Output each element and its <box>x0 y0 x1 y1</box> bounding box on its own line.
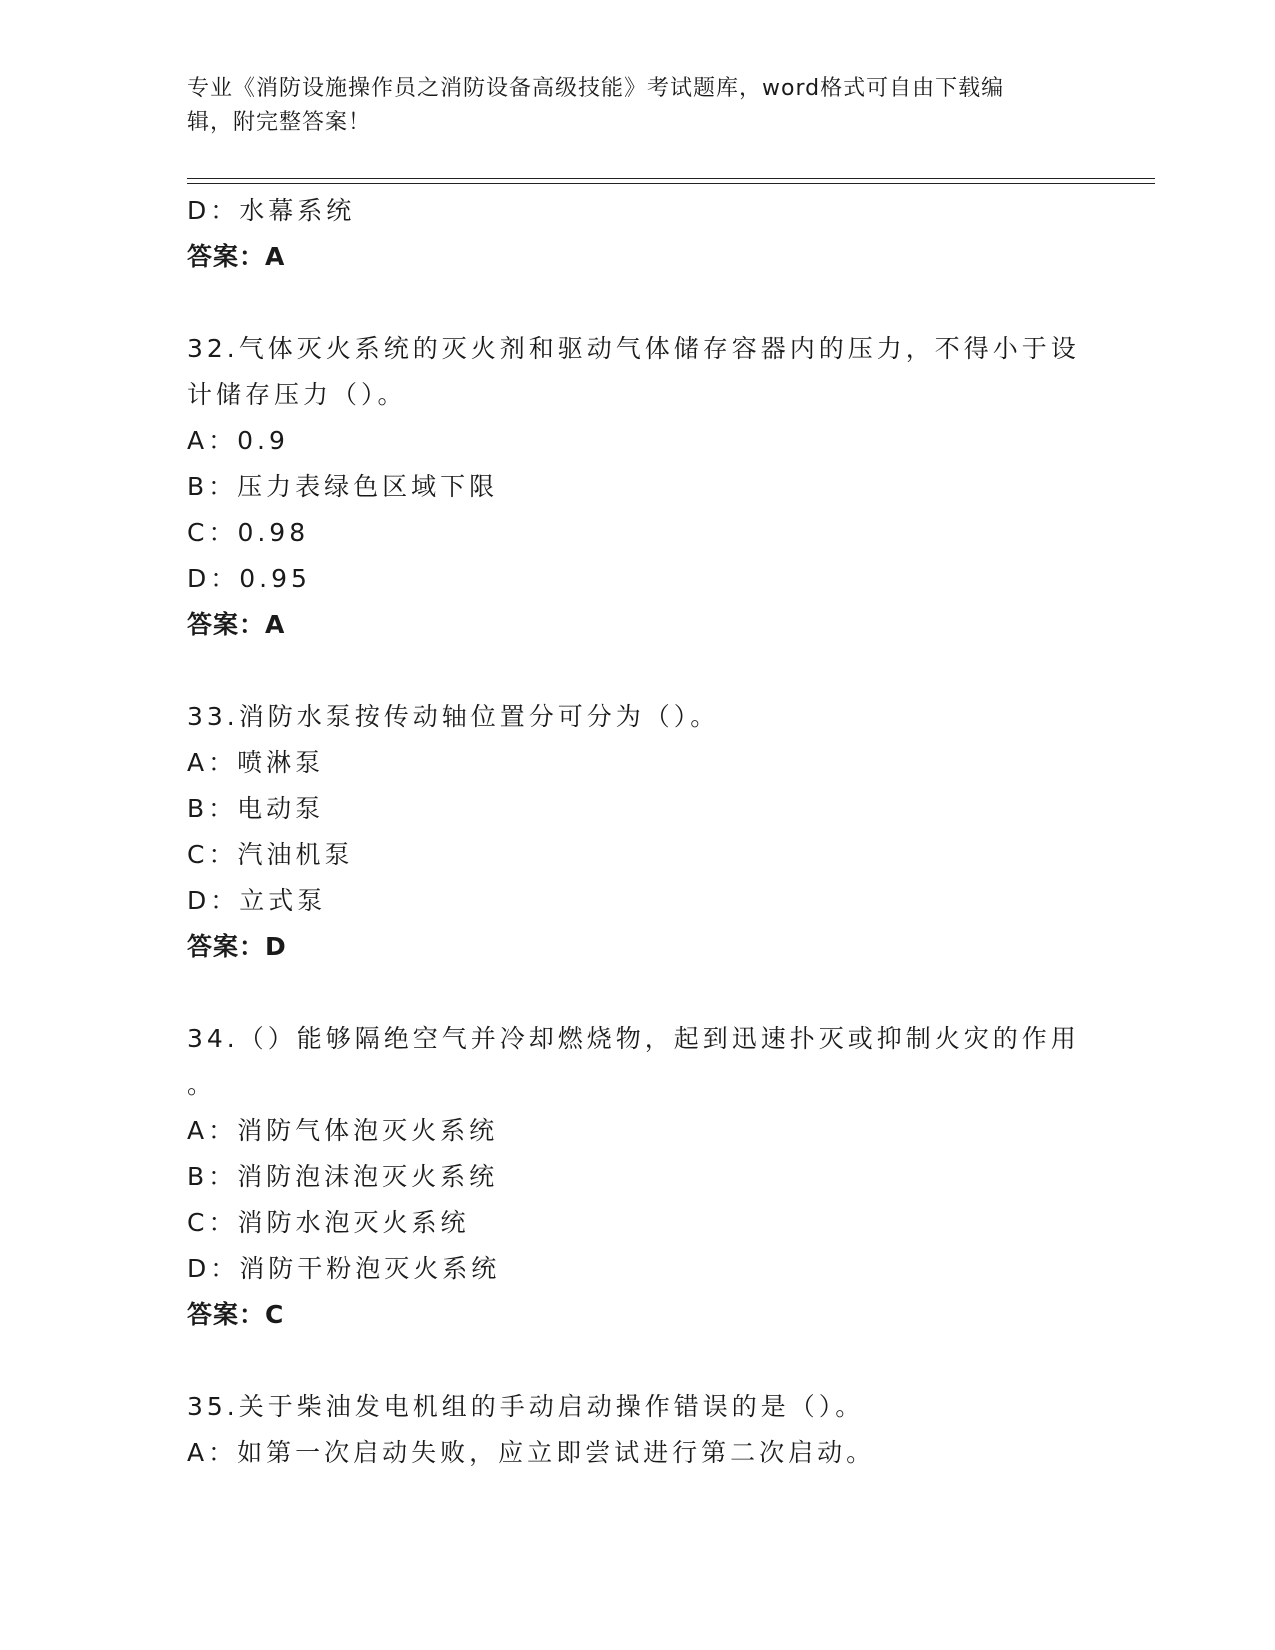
page-header <box>187 72 1087 140</box>
previous-question-tail <box>187 188 1077 280</box>
question-stem-continued: 。 <box>187 1070 217 1099</box>
question-32 <box>187 326 1080 648</box>
header-line-2: 辑，附完整答案！ <box>187 110 372 135</box>
option-d: D：水幕系统 <box>187 196 356 225</box>
question-stem: 33.消防水泵按传动轴位置分可分为（）。 <box>187 702 720 731</box>
header-divider-bottom <box>187 183 1155 184</box>
option-c: C：0.98 <box>187 518 310 547</box>
option-a: A：0.9 <box>187 426 289 455</box>
question-stem: 35.关于柴油发电机组的手动启动操作错误的是（）。 <box>187 1392 865 1421</box>
question-35 <box>187 1384 1077 1476</box>
question-stem: 32.气体灭火系统的灭火剂和驱动气体储存容器内的压力，不得小于设 <box>187 334 1080 363</box>
option-c: C：汽油机泵 <box>187 840 354 869</box>
option-d: D：立式泵 <box>187 886 327 915</box>
option-b: B：压力表绿色区域下限 <box>187 472 499 501</box>
question-list <box>187 188 1080 1476</box>
question-stem: 34.（）能够隔绝空气并冷却燃烧物，起到迅速扑灭或抑制火灾的作用 <box>187 1024 1080 1053</box>
option-a: A：消防气体泡灭火系统 <box>187 1116 499 1145</box>
header-divider-top <box>187 178 1155 179</box>
option-a: A：喷淋泵 <box>187 748 325 777</box>
option-d: D：消防干粉泡灭火系统 <box>187 1254 501 1283</box>
option-a: A：如第一次启动失败，应立即尝试进行第二次启动。 <box>187 1438 876 1467</box>
question-33 <box>187 694 1077 970</box>
option-b: B：消防泡沫泡灭火系统 <box>187 1162 499 1191</box>
option-c: C：消防水泡灭火系统 <box>187 1208 470 1237</box>
answer-line: 答案：A <box>187 242 286 271</box>
question-stem-continued: 计储存压力（）。 <box>187 380 407 409</box>
option-d: D：0.95 <box>187 564 311 593</box>
answer-line: 答案：A <box>187 610 286 639</box>
question-34 <box>187 1016 1080 1338</box>
answer-line: 答案：D <box>187 932 287 961</box>
option-b: B：电动泵 <box>187 794 325 823</box>
header-line-1: 专业《消防设施操作员之消防设备高级技能》考试题库，word格式可自由下载编 <box>187 76 1005 101</box>
answer-line: 答案：C <box>187 1300 285 1329</box>
